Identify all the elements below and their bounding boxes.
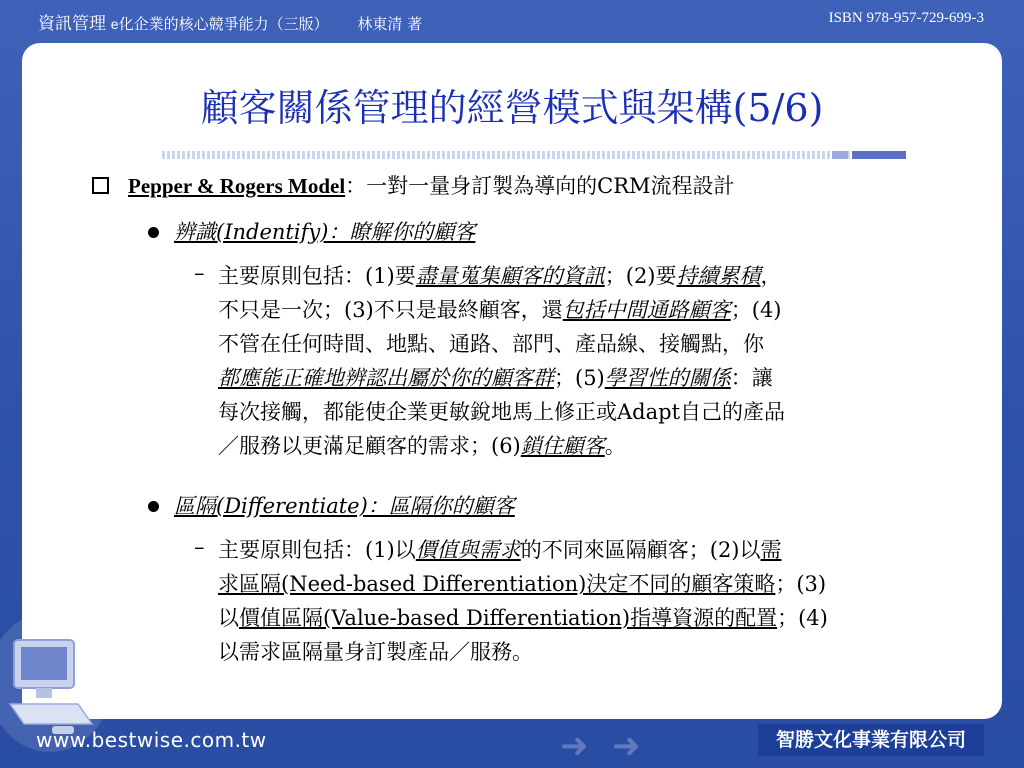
- identify-paragraph: [218, 259, 980, 463]
- text-run: 價值區隔(Value-based Differentiation)指導資源的配置: [239, 606, 778, 630]
- text-run: 的不同來區隔顧客；(2)以: [520, 538, 761, 562]
- text-run: ，: [760, 264, 782, 288]
- identify-line-1: [218, 259, 980, 293]
- text-run: 價值與需求: [415, 538, 521, 562]
- text-run: ；(5): [554, 366, 605, 390]
- text-run: 以: [218, 606, 239, 630]
- slide-title: 顧客關係管理的經營模式與架構(5/6): [200, 86, 824, 130]
- text-run: 主要原則包括：(1)以: [218, 538, 416, 562]
- publisher-name: 智勝文化事業有限公司: [758, 724, 984, 756]
- book-author: 林東清 著: [357, 15, 423, 33]
- footer-url: www.bestwise.com.tw: [36, 728, 267, 752]
- book-brand: 資訊管理: [38, 14, 106, 34]
- book-subtitle: 化企業的核心競爭能力（三版）: [118, 15, 329, 33]
- sub-heading-differentiate: 區隔(Differentiate)：區隔你的顧客: [174, 494, 515, 518]
- isbn-label: ISBN 978-957-729-699-3: [828, 10, 984, 26]
- bullet-point-1: [128, 173, 735, 199]
- dash-bullet: –: [194, 535, 205, 559]
- identify-line-2: [218, 293, 980, 327]
- text-run: 。: [604, 434, 626, 458]
- round-bullet-icon: [148, 227, 159, 238]
- differentiate-line-2: [218, 567, 980, 601]
- checkbox-bullet-icon: [92, 177, 109, 194]
- dash-bullet: –: [194, 261, 205, 285]
- text-run: 求區隔(Need-based Differentiation)決定不同的顧客策略: [218, 572, 776, 596]
- text-run: 學習性的關係: [604, 366, 731, 390]
- round-bullet-icon: [148, 501, 159, 512]
- text-run: ；(4): [730, 298, 782, 322]
- book-e: e: [110, 16, 119, 32]
- text-run: 鎖住顧客: [520, 434, 605, 458]
- text-run: ：讓: [730, 366, 773, 390]
- identify-line-6: [218, 429, 980, 463]
- text-run: 盡量蒐集顧客的資訊: [415, 264, 605, 288]
- arrow-decoration: ➜: [560, 726, 589, 766]
- identify-line-4: [218, 361, 980, 395]
- text-run: 包括中間通路顧客: [562, 298, 731, 322]
- text-run: 都應能正確地辨認出屬於你的顧客群: [218, 366, 554, 390]
- differentiate-line-3: [218, 601, 980, 635]
- differentiate-line-4: 以需求區隔量身訂製產品／服務。: [218, 640, 533, 664]
- identify-line-3: 不管在任何時間、地點、通路、部門、產品線、接觸點，你: [218, 332, 764, 356]
- book-title: [38, 9, 422, 34]
- text-run: ；(2)要: [604, 264, 677, 288]
- differentiate-line-1: [218, 533, 980, 567]
- text-run: ／服務以更滿足顧客的需求；(6): [218, 434, 521, 458]
- model-name: Pepper & Rogers Model: [128, 174, 346, 198]
- sub-heading-identify: 辨識(Indentify)：瞭解你的顧客: [174, 220, 476, 244]
- text-run: 主要原則包括：(1)要: [218, 264, 416, 288]
- arrow-decoration: ➜: [612, 726, 641, 766]
- text-run: ；(4): [777, 606, 828, 630]
- text-run: ；(3): [775, 572, 827, 596]
- differentiate-paragraph: [218, 533, 980, 669]
- slide-content: [22, 43, 1002, 719]
- model-description: ：一對一量身訂製為導向的CRM流程設計: [345, 174, 735, 198]
- text-run: 不只是一次；(3)不只是最終顧客，還: [218, 298, 563, 322]
- text-run: 需: [760, 538, 782, 562]
- identify-line-5: 每次接觸，都能使企業更敏銳地馬上修正或Adapt自己的產品: [218, 400, 786, 424]
- text-run: 持續累積: [676, 264, 761, 288]
- slide-card: [22, 43, 1002, 719]
- header-bar: [0, 0, 1024, 40]
